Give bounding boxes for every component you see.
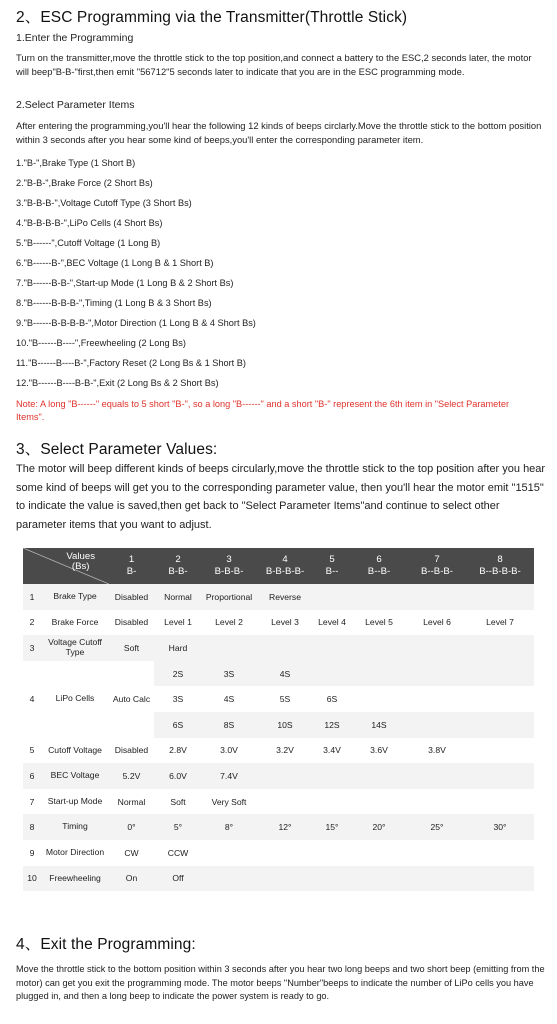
column-header: 5 B-- — [314, 548, 350, 584]
list-item: 5."B------",Cutoff Voltage (1 Long B) — [16, 238, 161, 248]
table-row — [23, 738, 534, 764]
table-cell — [466, 789, 534, 815]
table-cell — [408, 712, 466, 738]
parameter-values-table — [23, 548, 534, 891]
table-cell — [408, 789, 466, 815]
table-cell: Disabled — [109, 584, 154, 610]
row-number: 5 — [23, 738, 41, 764]
table-cell: 3S — [202, 661, 256, 687]
table-cell: Disabled — [109, 738, 154, 764]
table-cell — [256, 789, 314, 815]
table-cell: 30° — [466, 814, 534, 840]
table-cell — [466, 866, 534, 892]
table-cell: Level 4 — [314, 610, 350, 636]
table-cell — [256, 866, 314, 892]
table-cell — [202, 840, 256, 866]
list-item: 12."B------B----B-B-",Exit (2 Long Bs & 2 Short Bs) — [16, 378, 219, 388]
table-cell — [350, 840, 408, 866]
table-cell — [350, 584, 408, 610]
table-cell: 4S — [202, 686, 256, 712]
row-name: Brake Type — [41, 584, 109, 610]
list-item: 2."B-B-",Brake Force (2 Short Bs) — [16, 178, 153, 188]
table-cell — [314, 866, 350, 892]
corner-label-values: Values — [66, 551, 95, 562]
table-cell: On — [109, 866, 154, 892]
table-cell: Level 1 — [154, 610, 202, 636]
row-name: Cutoff Voltage — [41, 738, 109, 764]
table-cell: 3.2V — [256, 738, 314, 764]
table-cell — [408, 866, 466, 892]
table-cell: CW — [109, 840, 154, 866]
column-header: 2 B-B- — [154, 548, 202, 584]
table-row — [23, 789, 534, 815]
table-cell — [256, 840, 314, 866]
table-row — [23, 866, 534, 892]
table-cell: Soft — [154, 789, 202, 815]
table-cell: Normal — [109, 789, 154, 815]
row-name: Brake Force — [41, 610, 109, 636]
row-name: BEC Voltage — [41, 763, 109, 789]
table-cell: 12S — [314, 712, 350, 738]
row-name: Voltage Cutoff Type — [41, 635, 109, 661]
row-number: 3 — [23, 635, 41, 661]
table-cell: 6.0V — [154, 763, 202, 789]
table-cell: 3.0V — [202, 738, 256, 764]
table-cell — [408, 763, 466, 789]
table-cell: 3.4V — [314, 738, 350, 764]
table-row — [23, 814, 534, 840]
list-item: 11."B------B----B-",Factory Reset (2 Long Bs & 1 Short B) — [16, 358, 246, 368]
table-row — [23, 610, 534, 636]
row-name: Motor Direction — [41, 840, 109, 866]
table-cell: Normal — [154, 584, 202, 610]
column-header: 7 B--B-B- — [408, 548, 466, 584]
table-cell — [466, 712, 534, 738]
table-row — [23, 840, 534, 866]
row-name: Timing — [41, 814, 109, 840]
table-cell: Level 6 — [408, 610, 466, 636]
list-item: 1."B-",Brake Type (1 Short B) — [16, 158, 136, 168]
table-cell: 25° — [408, 814, 466, 840]
row-name: Freewheeling — [41, 866, 109, 892]
table-row — [23, 584, 534, 610]
list-item: 9."B------B-B-B-B-",Motor Direction (1 Long B & 4 Short Bs) — [16, 318, 256, 328]
table-cell — [256, 635, 314, 661]
table-cell: 15° — [314, 814, 350, 840]
table-cell — [350, 686, 408, 712]
table-cell: 4S — [256, 661, 314, 687]
table-cell — [350, 866, 408, 892]
column-header: 3 B-B-B- — [202, 548, 256, 584]
section3-text: The motor will beep different kinds of beeps circularly,move the throttle stick to the top position after you hear some kind of beeps will get you to the corresponding parameter value, then you'll hear the motor emit "1515" to indicate the value is saved,then get back to "Select Parameter Items"and continue to select other parameter items that you want to adjust. — [16, 463, 546, 531]
table-cell — [350, 635, 408, 661]
table-cell — [314, 789, 350, 815]
table-row — [23, 635, 534, 661]
row-number: 10 — [23, 866, 41, 892]
table-cell — [256, 763, 314, 789]
table-cell: Very Soft — [202, 789, 256, 815]
row-number: 2 — [23, 610, 41, 636]
table-cell: 20° — [350, 814, 408, 840]
table-cell — [202, 635, 256, 661]
table-cell: 7.4V — [202, 763, 256, 789]
list-item: 6."B------B-",BEC Voltage (1 Long B & 1 Short B) — [16, 258, 214, 268]
table-cell — [466, 635, 534, 661]
table-cell — [202, 866, 256, 892]
table-cell: Level 3 — [256, 610, 314, 636]
table-cell: 5.2V — [109, 763, 154, 789]
table-cell: 8S — [202, 712, 256, 738]
table-cell: Level 5 — [350, 610, 408, 636]
table-cell — [350, 789, 408, 815]
list-item: 3."B-B-B-",Voltage Cutoff Type (3 Short Bs) — [16, 198, 192, 208]
column-header: 4 B-B-B-B- — [256, 548, 314, 584]
table-cell — [408, 661, 466, 687]
table-cell: 10S — [256, 712, 314, 738]
row-number: 4 — [23, 661, 41, 738]
table-cell — [314, 661, 350, 687]
table-cell: 2.8V — [154, 738, 202, 764]
table-row — [23, 661, 534, 687]
table-cell: Disabled — [109, 610, 154, 636]
table-cell: CCW — [154, 840, 202, 866]
table-cell — [466, 840, 534, 866]
table-header-row — [23, 548, 534, 584]
table-cell — [314, 763, 350, 789]
section4-text: Move the throttle stick to the bottom position within 3 seconds after you hear two long beeps and two short beep (emitting from the motor) can get you exit the programming mode. The motor beeps "Number"beeps to indicate the number of LiPo cells you have plugged in, and then a long beep to indicate the power system is ready to go. — [16, 964, 545, 1002]
table-cell: 14S — [350, 712, 408, 738]
section4-title: 4、Exit the Programming: — [16, 936, 196, 953]
table-cell — [466, 686, 534, 712]
list-item: 7."B------B-B-",Start-up Mode (1 Long B & 2 Short Bs) — [16, 278, 234, 288]
corner-label — [66, 552, 95, 572]
table-cell: Soft — [109, 635, 154, 661]
note-text: Note: A long "B------" equals to 5 short "B-", so a long "B------" and a short "B-" represent the 6th item in "Select Parameter Items". — [16, 399, 510, 422]
table-cell: 3S — [154, 686, 202, 712]
row-number: 7 — [23, 789, 41, 815]
row-number: 1 — [23, 584, 41, 610]
column-header: 8 B--B-B-B- — [466, 548, 534, 584]
enter-programming-heading: 1.Enter the Programming — [16, 32, 134, 44]
list-item: 8."B------B-B-B-",Timing (1 Long B & 3 Short Bs) — [16, 298, 212, 308]
table-cell: 12° — [256, 814, 314, 840]
table-cell: 3.6V — [350, 738, 408, 764]
column-header: 1 B- — [109, 548, 154, 584]
table-cell — [408, 635, 466, 661]
table-cell: 2S — [154, 661, 202, 687]
list-item: 4."B-B-B-B-",LiPo Cells (4 Short Bs) — [16, 218, 163, 228]
list-item: 10."B------B----",Freewheeling (2 Long Bs) — [16, 338, 186, 348]
table-cell — [314, 584, 350, 610]
table-cell — [408, 840, 466, 866]
table-cell — [466, 738, 534, 764]
table-cell — [350, 763, 408, 789]
corner-label-bs: (Bs) — [71, 561, 90, 572]
table-cell — [466, 661, 534, 687]
table-cell: 8° — [202, 814, 256, 840]
table-cell: 6S — [314, 686, 350, 712]
select-items-heading: 2.Select Parameter Items — [16, 99, 135, 111]
table-cell: 6S — [154, 712, 202, 738]
table-cell — [466, 763, 534, 789]
table-corner-cell — [23, 548, 109, 584]
row-number: 6 — [23, 763, 41, 789]
table-row — [23, 763, 534, 789]
table-cell: 0° — [109, 814, 154, 840]
table-cell — [314, 635, 350, 661]
table-cell — [314, 840, 350, 866]
column-header: 6 B--B- — [350, 548, 408, 584]
row-name: LiPo Cells — [41, 661, 109, 738]
row-name: Start-up Mode — [41, 789, 109, 815]
section2-title: 2、ESC Programming via the Transmitter(Throttle Stick) — [16, 9, 408, 26]
table-cell: Off — [154, 866, 202, 892]
table-cell: Level 2 — [202, 610, 256, 636]
row-number: 9 — [23, 840, 41, 866]
section3-title: 3、Select Parameter Values: — [16, 441, 218, 458]
table-cell: Reverse — [256, 584, 314, 610]
table-cell — [466, 584, 534, 610]
table-cell: Hard — [154, 635, 202, 661]
table-cell: Level 7 — [466, 610, 534, 636]
table-cell — [350, 661, 408, 687]
table-cell: Proportional — [202, 584, 256, 610]
table-cell: 5S — [256, 686, 314, 712]
table-cell: 5° — [154, 814, 202, 840]
table-cell: Auto Calc — [109, 661, 154, 738]
table-cell: 3.8V — [408, 738, 466, 764]
table-cell — [408, 686, 466, 712]
table-cell — [408, 584, 466, 610]
row-number: 8 — [23, 814, 41, 840]
enter-programming-text: Turn on the transmitter,move the throttle stick to the top position,and connect a battery to the ESC,2 seconds later, the motor will beep"B-B-"first,then emit "56712"5 seconds later to indicate that you are in the ESC programming mode. — [16, 52, 532, 77]
select-items-text: After entering the programming,you'll hear the following 12 kinds of beeps circlarly.Move the throttle stick to the bottom position within 3 seconds after you hear some kind of beeps,you'll enter the corresponding parameter item. — [16, 120, 542, 145]
